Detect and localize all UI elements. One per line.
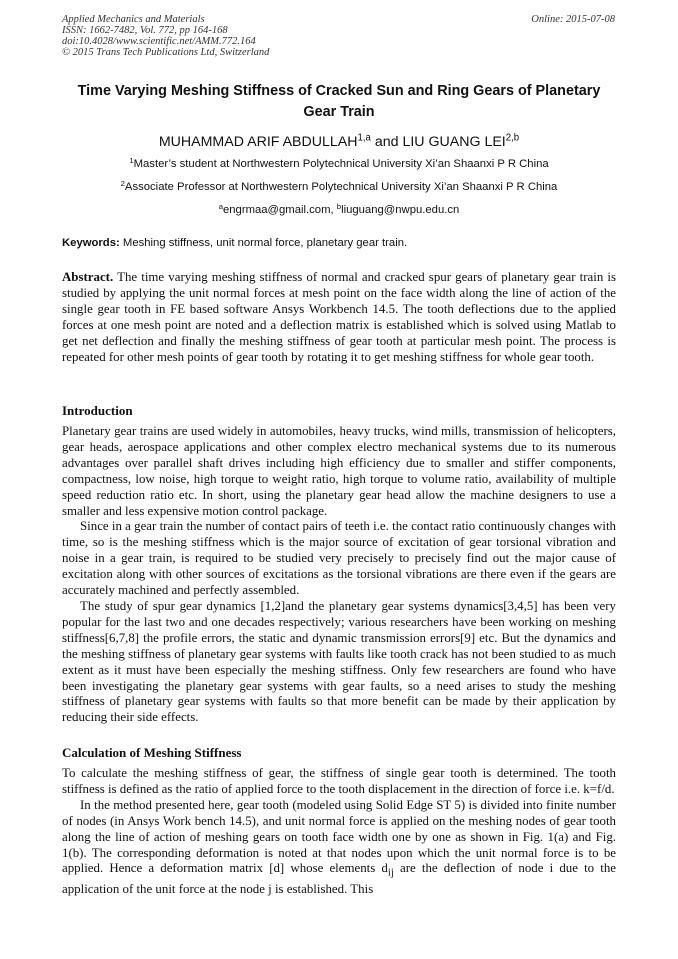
calc-paragraph-2-text: In the method presented here, gear tooth (modeled using Solid Edge ST 5) is divided into finite number of nodes (in Ansys Work bench 14.5), and unit normal force is applied on the meshing nodes of gear tooth along the line of action of meshing gears on tooth face width one by one as shown in Fig. 1(a) and Fig. 1(b). The corresponding deformation is noted at that nodes upon which the unit normal force is to be applied. Hence a deformation matrix [d] whose elements d: [62, 797, 616, 876]
online-date: Online: 2015-07-08: [531, 14, 615, 25]
email-b-sup: b: [336, 201, 342, 211]
author-1: MUHAMMAD ARIF ABDULLAH: [158, 134, 358, 150]
affiliation-1-sup: 1: [129, 155, 134, 165]
calc-paragraph-2: [62, 798, 616, 898]
journal-info: [62, 14, 269, 58]
calculation-body: [62, 766, 616, 898]
abstract: [62, 270, 616, 365]
email-line: [62, 203, 616, 217]
author-2: LIU GUANG LEI: [402, 134, 506, 150]
affiliation-2-text: Associate Professor at Northwestern Polytechnical University Xi’an Shaanxi P R China: [124, 181, 558, 193]
intro-paragraph-3: The study of spur gear dynamics [1,2]and the planetary gear systems dynamics[3,4,5] has been very popular for the last two and one decades respectively; various researchers have been working on meshing stiffness[6,7,8] the profile errors, the static and dynamic transmission errors[9] etc. But the dynamics and the meshing stiffness of planetary gear systems with faults like tooth crack has not been studied to as much extent as it must have been especially the meshing stiffness. Only few researchers are found who have been investigating the planetary gear systems with gear faults, so a need arises to study the meshing stiffness of planetary gear systems with faults so that more benefit can be made by their application by reducing their side effects.: [62, 598, 616, 725]
calculation-heading: Calculation of Meshing Stiffness: [62, 745, 242, 760]
doi-line: doi:10.4028/www.scientific.net/AMM.772.164: [62, 36, 256, 47]
journal-name: Applied Mechanics and Materials: [62, 14, 205, 25]
author-1-sup: 1,a: [357, 132, 371, 144]
affiliation-1: [62, 157, 616, 171]
abstract-label: Abstract.: [62, 270, 114, 284]
intro-paragraph-2: Since in a gear train the number of contact pairs of teeth i.e. the contact ratio continuously changes with time, so is the meshing stiffness which is the major source of excitation of gear torsional vibration and noise in a gear train, is required to be studied very precisely to precisely find out the major cause of excitation along with other sources of excitations as the torsional vibrations are there even if the gears are accurately machined and perfectly assembled.: [62, 519, 616, 598]
keywords-label: Keywords:: [62, 237, 120, 249]
affiliation-2: [62, 180, 616, 194]
author-line: [62, 133, 616, 151]
intro-paragraph-1: Planetary gear trains are used widely in automobiles, heavy trucks, wind mills, transmission of helicopters, gear heads, aerospace applications and other complex electro mechanical systems due to its numerous advantages over parallel shaft drives including high efficiency due to smaller and stiffer components, compactness, low noise, high torque to weight ratio, high torque to volume ratio, availability of multiple speed reduction ratio etc. In short, using the planetary gear head allow the machine designers to use a smaller and less expensive motion control package.: [62, 424, 616, 518]
issn-line: ISSN: 1662-7482, Vol. 772, pp 164-168: [62, 25, 228, 36]
keywords: [62, 236, 616, 250]
paper-title: Time Varying Meshing Stiffness of Cracked Sun and Ring Gears of Planetary Gear Train: [77, 83, 601, 120]
calc-paragraph-2-tail: are the deflection of node i due to the application of the unit force at the node j is established. This: [62, 861, 617, 896]
author-2-sup: 2,b: [505, 132, 520, 144]
email-a-sup: a: [218, 201, 223, 211]
copyright-line: © 2015 Trans Tech Publications Ltd, Switzerland: [62, 47, 270, 58]
dij-subscript: ij: [387, 867, 394, 880]
calc-paragraph-1: To calculate the meshing stiffness of gear, the stiffness of single gear tooth is determined. The tooth stiffness is defined as the ratio of applied force to the tooth displacement in the direction of force i.e. k=f/d.: [62, 766, 616, 796]
introduction-body: [62, 424, 616, 726]
author-joiner: and: [370, 134, 403, 150]
affiliation-2-sup: 2: [120, 178, 125, 188]
affiliation-1-text: Master’s student at Northwestern Polytechnical University Xi’an Shaanxi P R China: [133, 158, 549, 170]
introduction-heading: Introduction: [62, 403, 133, 418]
email-b: liuguang@nwpu.edu.cn: [341, 204, 460, 216]
keywords-text: Meshing stiffness, unit normal force, planetary gear train.: [119, 237, 408, 249]
abstract-text: The time varying meshing stiffness of normal and cracked spur gears of planetary gear train is studied by applying the unit normal forces at mesh point on the face width along the line of action of the single gear tooth in FE based software Ansys Workbench 14.5. The tooth deflections due to the applied forces at one mesh point are noted and a deflection matrix is established which is solved using Matlab to get net deflection and finally the meshing stiffness of gear tooth at particular mesh point. The process is repeated for other mesh points of gear tooth by rotating it to get meshing stiffness for whole gear tooth.: [62, 270, 616, 364]
email-a: engrmaa@gmail.com,: [222, 204, 337, 216]
